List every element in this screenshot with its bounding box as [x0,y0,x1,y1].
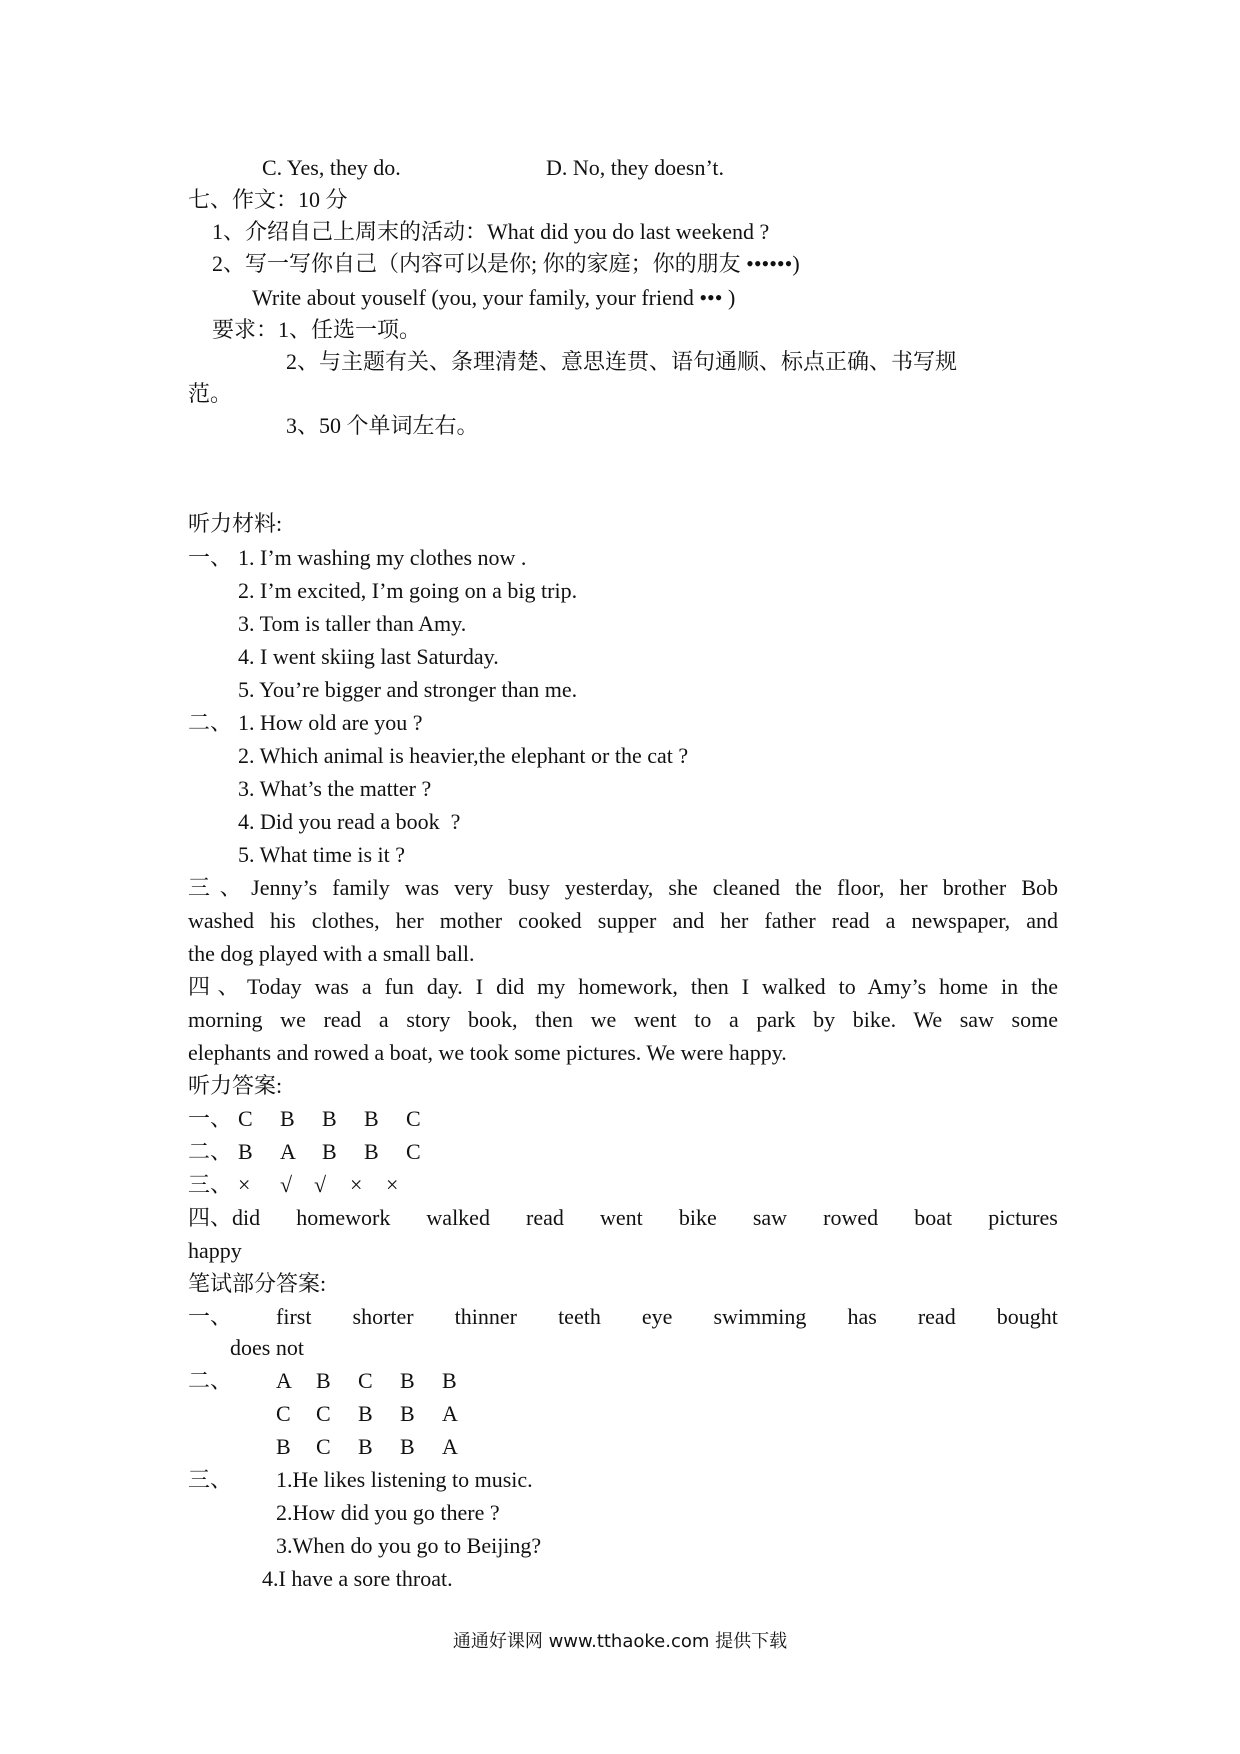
answer-row-1 [238,1105,448,1133]
answer-row4-cont: happy [188,1238,242,1263]
part1-prefix: 一、 [188,545,233,570]
answer-cell: walked [426,1205,490,1230]
answer-row2-prefix: 二、 [188,1139,233,1164]
answer-row4-lead [188,1204,260,1232]
part2-prefix: 二、 [188,710,233,735]
part1-line: 4. I went skiing last Saturday. [238,644,499,669]
answer-cell: B [358,1434,373,1459]
answer-cell: C [276,1401,291,1426]
section7-title: 七、作文：10 分 [188,187,348,212]
written-s3-line: 3.When do you go to Beijing? [276,1533,542,1558]
writing-item-2-en: Write about youself (you, your family, your friend ••• ) [252,285,736,310]
answer-cell: homework [296,1205,391,1230]
answer-cell: B [358,1401,373,1426]
part2-line: 2. Which animal is heavier,the elephant or the cat ? [238,743,689,768]
written-s3-prefix: 三、 [188,1467,233,1492]
answer-cell: B [276,1434,291,1459]
written-s3-line: 4.I have a sore throat. [262,1566,453,1591]
written-s1-prefix: 一、 [188,1304,233,1329]
option-d: D. No, they doesn’t. [546,155,725,180]
answer-cell: rowed [823,1205,879,1230]
written-s2-row [276,1433,484,1461]
answer-cell: B [400,1434,415,1459]
answer-cell: went [600,1205,643,1230]
part4-line-1: 四、Today was a fun day. I did my homework, then I walked to Amy’s home in the [188,974,1058,999]
part1-line: 1. I’m washing my clothes now . [238,545,527,570]
answer-cell: read [917,1304,956,1329]
answer-row4-prefix: 四、 [188,1205,233,1230]
written-s1-row [276,1303,1058,1331]
answer-cell: B [442,1368,457,1393]
answer-cell: C [358,1368,373,1393]
answer-row3-prefix: 三、 [188,1172,233,1197]
requirement-3: 3、50 个单词左右。 [286,413,479,438]
answer-cell: shorter [352,1304,414,1329]
answer-cell: has [847,1304,877,1329]
answer-cell: first [276,1304,312,1329]
part3-line-2: washed his clothes, her mother cooked supper and her father read a newspaper, and [188,908,1058,933]
part2-line: 4. Did you read a book ? [238,809,461,834]
answer-cell: C [406,1106,421,1131]
answer-cell: B [316,1368,331,1393]
written-s1-cont: does not [230,1335,304,1360]
part2-line: 3. What’s the matter ? [238,776,432,801]
written-s2-prefix: 二、 [188,1368,233,1393]
writing-item-2: 2、写一写你自己（内容可以是你; 你的家庭；你的朋友 ••••••) [212,251,800,276]
answer-cell: A [442,1401,458,1426]
answer-cell: A [276,1368,292,1393]
answer-cell: thinner [454,1304,517,1329]
answer-cell: B [364,1139,379,1164]
answer-cell: B [400,1368,415,1393]
answer-cell: C [238,1106,253,1131]
answer-cell: pictures [988,1205,1058,1230]
writing-item-1: 1、介绍自己上周末的活动：What did you do last weekend ? [212,219,770,244]
written-s2-row [276,1367,484,1395]
listening-answers-title: 听力答案: [188,1073,283,1098]
written-s3-line: 1.He likes listening to music. [276,1467,533,1492]
answer-cell: C [316,1434,331,1459]
answer-row1-prefix: 一、 [188,1106,233,1131]
answer-row-4 [188,1204,1058,1232]
part1-line: 2. I’m excited, I’m going on a big trip. [238,578,578,603]
answer-cell: × [386,1172,399,1197]
written-s2-row [276,1400,484,1428]
answer-cell: did [232,1205,261,1230]
answer-cell: B [364,1106,379,1131]
requirement-2a: 2、与主题有关、条理清楚、意思连贯、语句通顺、标点正确、书写规 [286,349,958,374]
page-footer: 通通好课网 www.tthaoke.com 提供下载 [452,1631,788,1652]
answer-cell: C [406,1139,421,1164]
answer-cell: boat [914,1205,953,1230]
answer-cell: read [526,1205,564,1230]
part2-line: 5. What time is it ? [238,842,406,867]
listening-title: 听力材料: [188,511,283,536]
requirement-2b: 范。 [188,381,233,406]
answer-cell: × [350,1172,363,1197]
answer-cell: bike [678,1205,717,1230]
part3-line-1: 三、Jenny’s family was very busy yesterday, she cleaned the floor, her brother Bob [188,875,1058,900]
answer-cell: A [442,1434,458,1459]
written-s3-line: 2.How did you go there ? [276,1500,500,1525]
written-answers-title: 笔试部分答案: [188,1271,327,1296]
part1-line: 3. Tom is taller than Amy. [238,611,467,636]
part2-line: 1. How old are you ? [238,710,423,735]
requirement-label: 要求：1、任选一项。 [212,317,422,342]
answer-cell: B [322,1139,337,1164]
answer-cell: eye [641,1304,673,1329]
part4-line-2: morning we read a story book, then we went to a park by bike. We saw some [188,1007,1058,1032]
answer-cell: B [322,1106,337,1131]
answer-cell: bought [996,1304,1058,1329]
part3-line-3: the dog played with a small ball. [188,941,475,966]
answer-cell: B [280,1106,295,1131]
answer-cell: A [280,1139,296,1164]
answer-row-3 [238,1171,422,1199]
part4-line-3: elephants and rowed a boat, we took some pictures. We were happy. [188,1040,787,1065]
answer-cell: × [238,1172,251,1197]
answer-row-2 [238,1138,448,1166]
answer-cell: C [316,1401,331,1426]
answer-cell: teeth [558,1304,601,1329]
answer-cell: swimming [713,1304,807,1329]
part1-line: 5. You’re bigger and stronger than me. [238,677,578,702]
answer-cell: √ [314,1172,327,1197]
answer-cell: √ [280,1172,293,1197]
answer-cell: B [400,1401,415,1426]
option-c: C. Yes, they do. [262,155,401,180]
answer-cell: B [238,1139,253,1164]
answer-cell: saw [752,1205,788,1230]
